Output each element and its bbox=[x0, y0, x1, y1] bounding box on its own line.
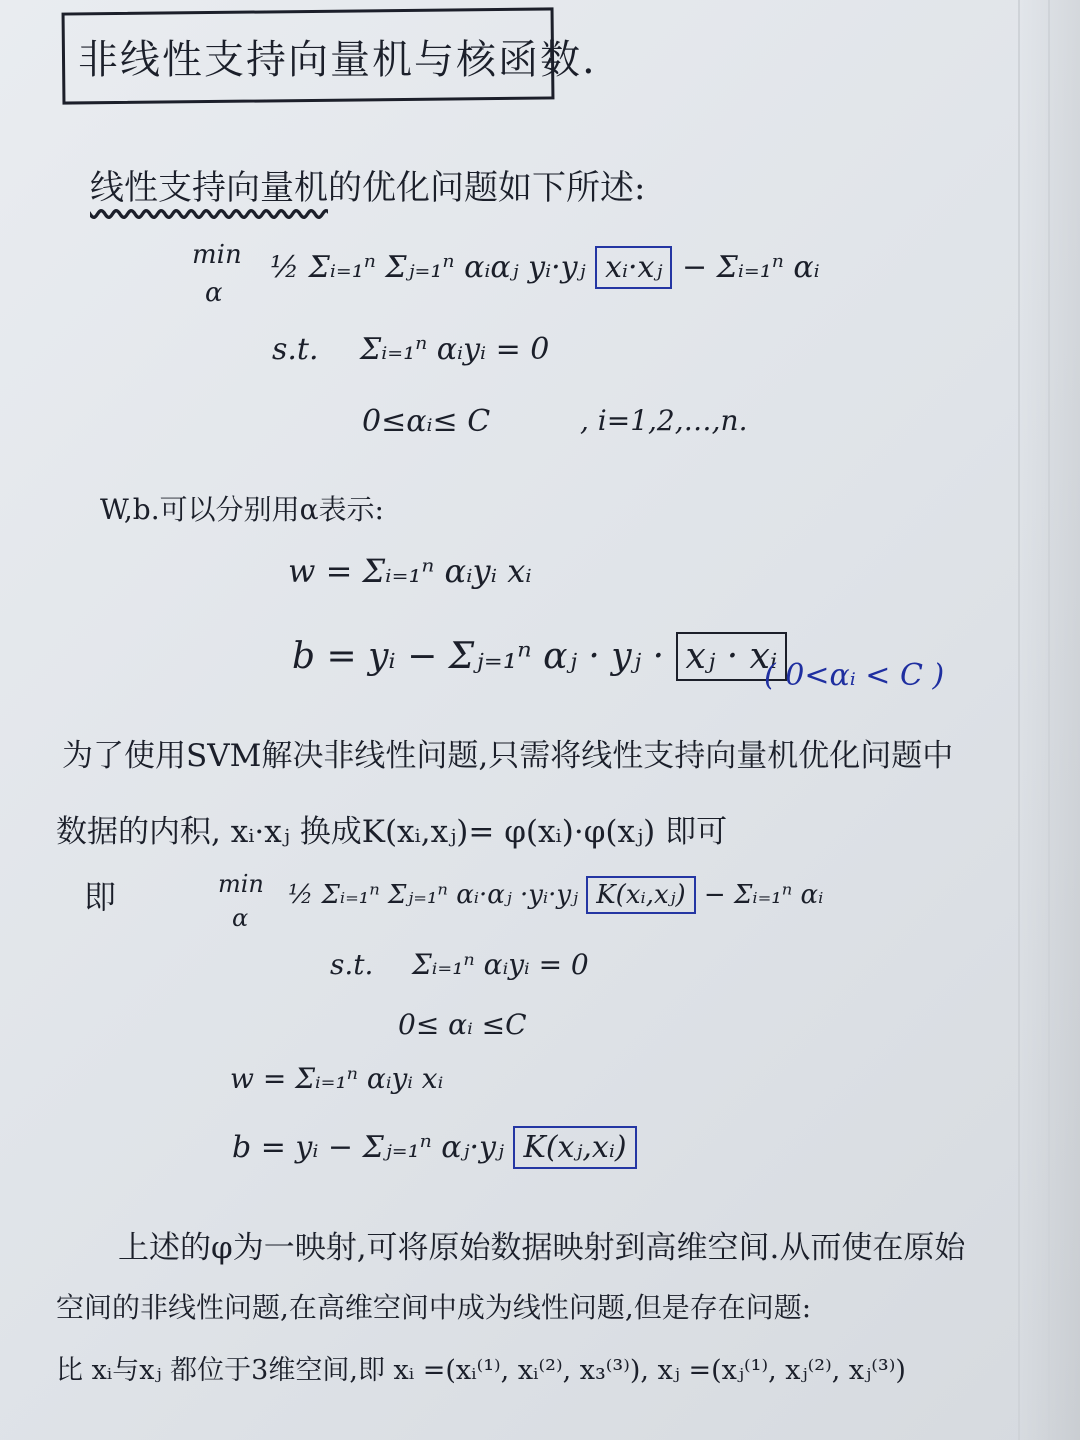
constraint-2-range: , i=1,2,…,n. bbox=[580, 404, 748, 437]
objective-terms: ½ Σᵢ₌₁ⁿ Σⱼ₌₁ⁿ αᵢ·αⱼ ·yᵢ·yⱼ bbox=[288, 880, 578, 910]
section4-para-1: 上述的φ为一映射,可将原始数据映射到高维空间.从而使在原始 bbox=[118, 1230, 966, 1266]
min-label: min bbox=[218, 870, 264, 898]
paper-shadow bbox=[1020, 0, 1080, 1440]
boxed-kernel: K(xⱼ,xᵢ) bbox=[513, 1126, 636, 1169]
section2-lead: W,b.可以分别用α表示: bbox=[100, 493, 384, 526]
b-terms: b = yᵢ − Σⱼ₌₁ⁿ αⱼ·yⱼ bbox=[232, 1130, 504, 1165]
objective-tail: − Σᵢ₌₁ⁿ αᵢ bbox=[703, 880, 824, 910]
objective-2 bbox=[288, 880, 823, 910]
section3-para-2: 数据的内积, xᵢ·xⱼ 换成K(xᵢ,xⱼ)= φ(xᵢ)·φ(xⱼ) 即可 bbox=[56, 814, 728, 850]
section4-para-3: 比 xᵢ与xⱼ 都位于3维空间,即 xᵢ =(xᵢ⁽¹⁾, xᵢ⁽²⁾, x₃⁽³⁾), xⱼ =(xⱼ⁽¹⁾, xⱼ⁽²⁾, xⱼ⁽³⁾) bbox=[56, 1355, 906, 1386]
w-equation-2: w = Σᵢ₌₁ⁿ αᵢyᵢ xᵢ bbox=[230, 1062, 444, 1095]
section1-lead bbox=[90, 160, 645, 209]
objective-tail: − Σᵢ₌₁ⁿ αᵢ bbox=[681, 250, 820, 285]
min-subscript: α bbox=[205, 278, 223, 308]
min-label: min bbox=[192, 240, 242, 270]
objective-terms: ½ Σᵢ₌₁ⁿ Σⱼ₌₁ⁿ αᵢαⱼ yᵢ·yⱼ bbox=[270, 250, 586, 285]
lead-rest: 的优化问题如下所述: bbox=[328, 168, 646, 208]
st-label: s.t. bbox=[330, 948, 374, 981]
b-terms: b = yᵢ − Σⱼ₌₁ⁿ αⱼ · yⱼ · bbox=[292, 636, 665, 677]
constraint-1: Σᵢ₌₁ⁿ αᵢyᵢ = 0 bbox=[360, 332, 550, 367]
ji-label: 即 bbox=[84, 878, 117, 916]
boxed-inner-product: xⱼ · xᵢ bbox=[676, 632, 788, 681]
paper-edge-line bbox=[1018, 0, 1020, 1440]
boxed-kernel: K(xᵢ,xⱼ) bbox=[586, 876, 695, 914]
b-equation-2 bbox=[232, 1130, 637, 1165]
constraint-2: 0≤αᵢ≤ C bbox=[362, 404, 491, 439]
b-equation-1 bbox=[292, 636, 787, 677]
section3-para-1: 为了使用SVM解决非线性问题,只需将线性支持向量机优化问题中 bbox=[62, 738, 954, 774]
min-subscript: α bbox=[232, 904, 249, 932]
section4-para-2: 空间的非线性问题,在高维空间中成为线性问题,但是存在问题: bbox=[56, 1291, 812, 1324]
b-condition: ( 0<αᵢ < C ) bbox=[764, 658, 945, 693]
st-label: s.t. bbox=[272, 332, 319, 367]
constraint-2: 0≤ αᵢ ≤C bbox=[398, 1008, 527, 1041]
underlined-term: 线性支持向量机 bbox=[90, 168, 328, 208]
constraint-1: Σᵢ₌₁ⁿ αᵢyᵢ = 0 bbox=[412, 948, 589, 981]
paper-edge-line bbox=[1048, 0, 1050, 1440]
boxed-inner-product: xᵢ·xⱼ bbox=[595, 246, 672, 289]
objective-1 bbox=[270, 250, 820, 285]
w-equation-1: w = Σᵢ₌₁ⁿ αᵢyᵢ xᵢ bbox=[288, 552, 532, 590]
page-title: 非线性支持向量机与核函数. bbox=[78, 37, 597, 83]
